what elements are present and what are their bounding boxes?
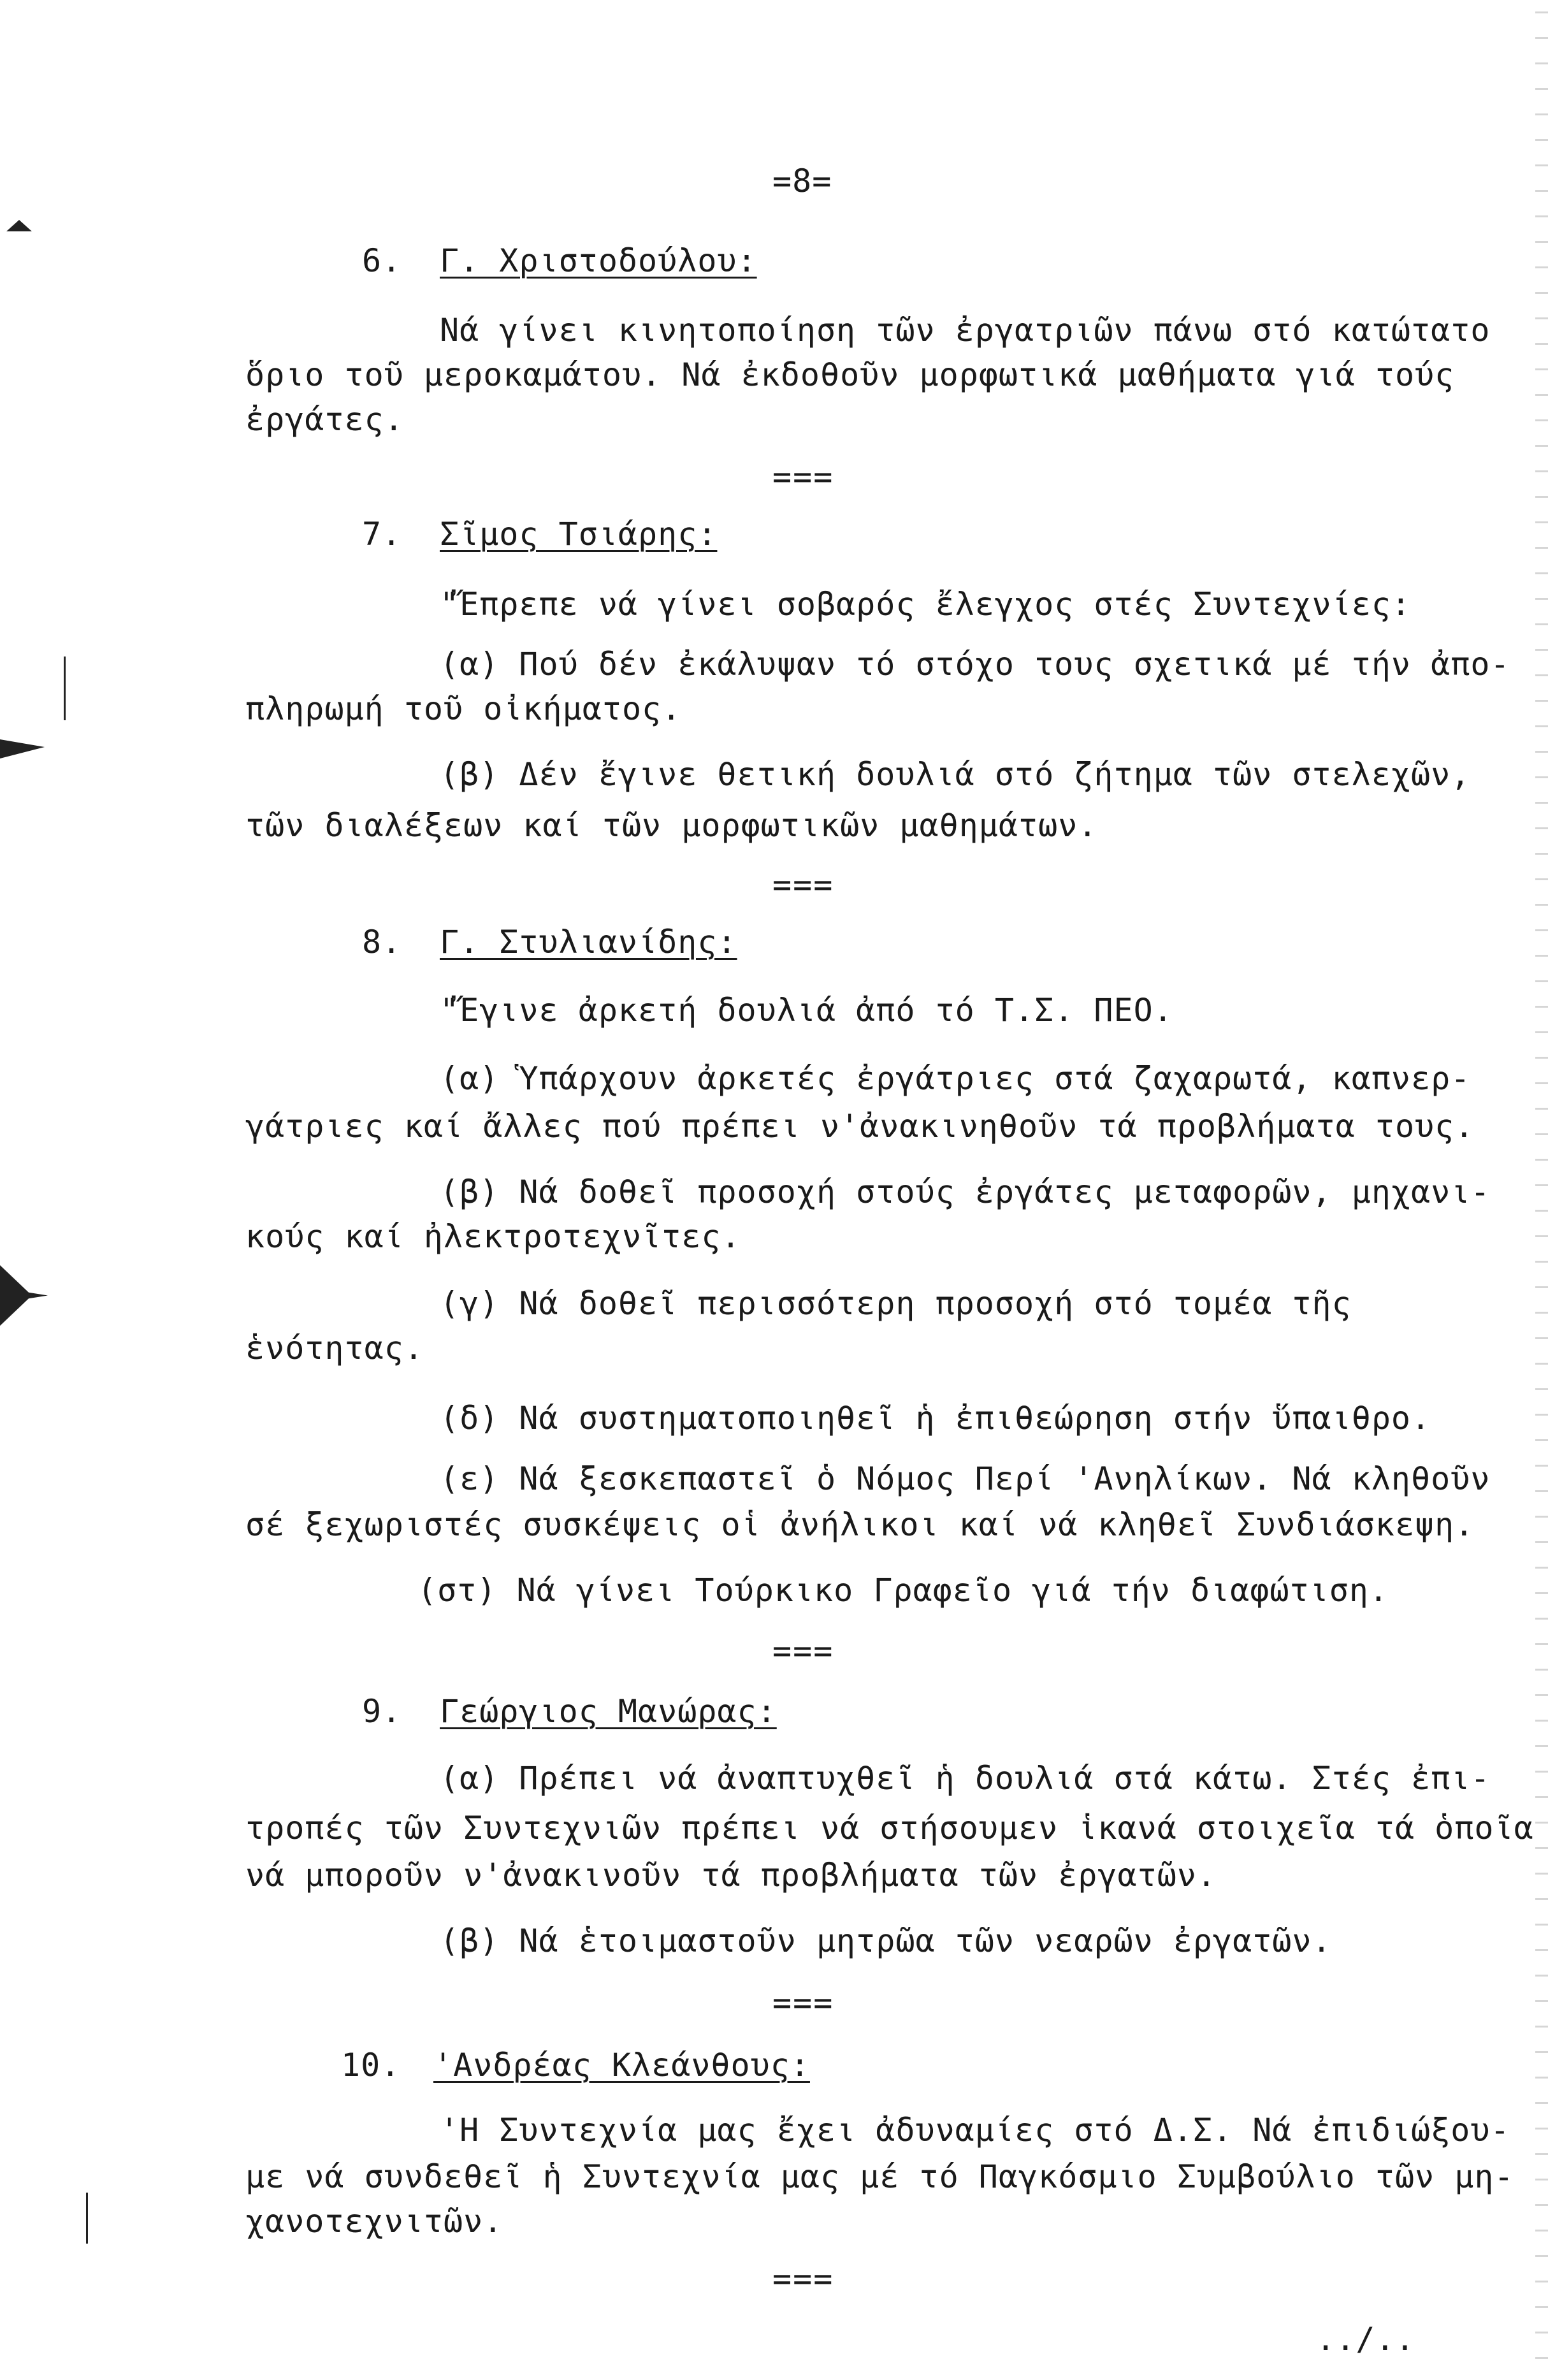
paragraph-line: πληρωμή τοῦ οἰκήματος. bbox=[245, 690, 682, 727]
scan-artifact bbox=[64, 657, 66, 720]
section-separator: === bbox=[772, 2260, 834, 2297]
section-number: 8. bbox=[362, 924, 402, 961]
paragraph-line: 'Η Συντεχνία μας ἔχει ἀδυναμίες στό Δ.Σ. Νά ἐπιδιώξου- bbox=[440, 2112, 1510, 2149]
section-number: 10. bbox=[341, 2047, 401, 2084]
speaker-name: Γεώργιος Μανώρας: bbox=[440, 1693, 777, 1730]
paragraph-line: (ε) Νά ξεσκεπαστεῖ ὁ Νόμος Περί 'Ανηλίκων. Νά κληθοῦν bbox=[440, 1460, 1491, 1497]
paragraph-line: "Ἔπρεπε νά γίνει σοβαρός ἔλεγχος στές Συντεχνίες: bbox=[440, 586, 1412, 623]
paragraph-line: (β) Νά ἑτοιμαστοῦν μητρῶα τῶν νεαρῶν ἐργατῶν. bbox=[440, 1922, 1332, 1959]
paragraph-line: νά μποροῦν ν'ἀνακινοῦν τά προβλήματα τῶν ἐργατῶν. bbox=[245, 1857, 1217, 1894]
paragraph-line: "Ἔγινε ἀρκετή δουλιά ἀπό τό Τ.Σ. ΠΕΟ. bbox=[440, 992, 1173, 1029]
paragraph-line: (γ) Νά δοθεῖ περισσότερη προσοχή στό τομέα τῆς bbox=[440, 1285, 1352, 1322]
speaker-name: 'Ανδρέας Κλεάνθους: bbox=[433, 2047, 810, 2084]
paragraph-line: χανοτεχνιτῶν. bbox=[245, 2203, 503, 2240]
paragraph-line: με νά συνδεθεῖ ἡ Συντεχνία μας μέ τό Παγκόσμιο Συμβούλιο τῶν μη- bbox=[245, 2158, 1514, 2195]
paragraph-line: (β) Νά δοθεῖ προσοχή στούς ἐργάτες μεταφορῶν, μηχανι- bbox=[440, 1173, 1491, 1210]
scan-artifact bbox=[0, 739, 45, 758]
section-number: 7. bbox=[362, 516, 402, 553]
speaker-name: Σῖμος Τσιάρης: bbox=[440, 516, 718, 553]
page-number: =8= bbox=[772, 163, 832, 200]
paragraph-line: (α) Πρέπει νά ἀναπτυχθεῖ ἡ δουλιά στά κάτω. Στές ἐπι- bbox=[440, 1760, 1491, 1797]
section-separator: === bbox=[772, 1984, 834, 2021]
section-number: 9. bbox=[362, 1693, 402, 1730]
paragraph-line: (α) Πού δέν ἐκάλυψαν τό στόχο τους σχετικά μέ τήν ἀπο- bbox=[440, 646, 1510, 683]
paragraph-line: ἐργάτες. bbox=[245, 401, 404, 438]
paragraph-line: ὅριο τοῦ μεροκαμάτου. Νά ἐκδοθοῦν μορφωτικά μαθήματα γιά τούς bbox=[245, 356, 1455, 393]
paragraph-line: ἑνότητας. bbox=[245, 1330, 424, 1367]
scan-artifact bbox=[0, 1265, 48, 1326]
paragraph-line: γάτριες καί ἄλλες πού πρέπει ν'ἀνακινηθοῦν τά προβλήματα τους. bbox=[245, 1108, 1475, 1145]
paragraph-line: (δ) Νά συστηματοποιηθεῖ ἡ ἐπιθεώρηση στήν ὕπαιθρο. bbox=[440, 1400, 1431, 1437]
scan-edge bbox=[1535, 0, 1548, 2380]
paragraph-line: (α) Ὑπάρχουν ἀρκετές ἐργάτριες στά ζαχαρωτά, καπνερ- bbox=[440, 1060, 1471, 1097]
paragraph-line: τροπές τῶν Συντεχνιῶν πρέπει νά στήσουμεν ἱκανά στοιχεῖα τά ὁποῖα bbox=[245, 1810, 1534, 1847]
section-number: 6. bbox=[362, 242, 402, 279]
paragraph-line: (στ) Νά γίνει Τούρκικο Γραφεῖο γιά τήν διαφώτιση. bbox=[417, 1572, 1389, 1609]
paragraph-line: (β) Δέν ἔγινε θετική δουλιά στό ζήτημα τῶν στελεχῶν, bbox=[440, 756, 1471, 793]
paragraph-line: σέ ξεχωριστές συσκέψεις οἱ ἀνήλικοι καί νά κληθεῖ Συνδιάσκεψη. bbox=[245, 1506, 1475, 1543]
continuation-mark: ../.. bbox=[1316, 2321, 1415, 2358]
speaker-name: Γ. Στυλιανίδης: bbox=[440, 924, 737, 961]
scan-artifact bbox=[6, 220, 32, 231]
paragraph-line: Νά γίνει κινητοποίηση τῶν ἐργατριῶν πάνω στό κατώτατο bbox=[440, 312, 1491, 349]
section-separator: === bbox=[772, 866, 834, 903]
paragraph-line: τῶν διαλέξεων καί τῶν μορφωτικῶν μαθημάτων. bbox=[245, 807, 1098, 844]
speaker-name: Γ. Χριστοδούλου: bbox=[440, 242, 757, 279]
section-separator: === bbox=[772, 1632, 834, 1669]
scan-artifact bbox=[86, 2193, 88, 2244]
section-separator: === bbox=[772, 458, 834, 495]
paragraph-line: κούς καί ἠλεκτροτεχνῖτες. bbox=[245, 1218, 741, 1255]
